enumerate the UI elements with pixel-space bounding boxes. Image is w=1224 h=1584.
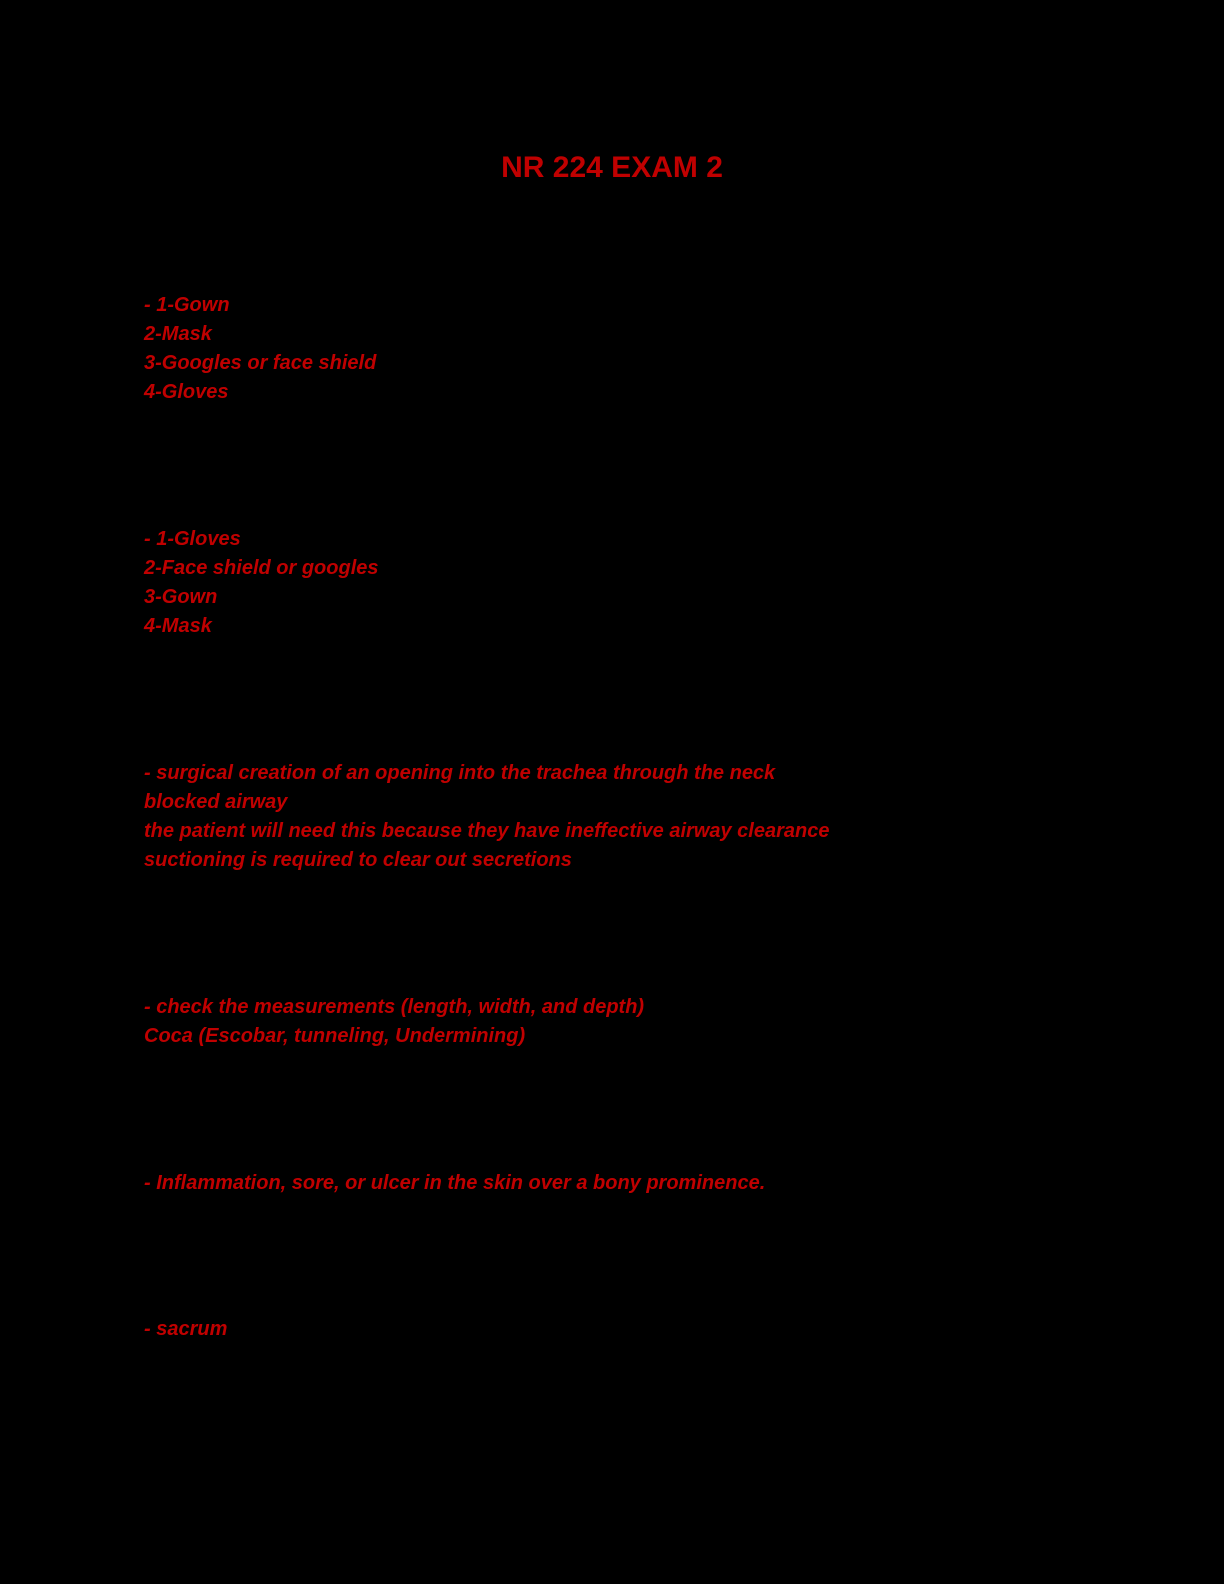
answer-line: 3-Googles or face shield [144, 352, 377, 374]
answer-line: - surgical creation of an opening into the trachea through the neck [144, 762, 776, 784]
answer-line: - 1-Gloves [144, 528, 241, 550]
answer-line: - Inflammation, sore, or ulcer in the skin over a bony prominence. [144, 1172, 766, 1194]
answer-block-wound-assessment [144, 993, 1104, 1051]
answer-line: 4-Gloves [144, 381, 229, 403]
page-title: NR 224 EXAM 2 [501, 151, 723, 184]
answer-block-pressure-ulcer [144, 1169, 1104, 1198]
answer-block-doffing-ppe [144, 525, 1104, 641]
answer-line: 2-Mask [144, 323, 212, 345]
answer-line: - 1-Gown [144, 294, 230, 316]
answer-line: 2-Face shield or googles [144, 557, 379, 579]
answer-line: 3-Gown [144, 586, 218, 608]
answer-line: Coca (Escobar, tunneling, Undermining) [144, 1025, 526, 1047]
answer-line: suctioning is required to clear out secretions [144, 849, 572, 871]
answer-line: - check the measurements (length, width, and depth) [144, 996, 645, 1018]
answer-line: - sacrum [144, 1318, 228, 1340]
answer-block-sacrum [144, 1315, 1104, 1344]
answer-line: the patient will need this because they have ineffective airway clearance [144, 820, 830, 842]
answer-line: blocked airway [144, 791, 288, 813]
answer-line: 4-Mask [144, 615, 212, 637]
answer-block-tracheostomy [144, 759, 1104, 875]
answer-block-donning-ppe [144, 291, 1104, 407]
